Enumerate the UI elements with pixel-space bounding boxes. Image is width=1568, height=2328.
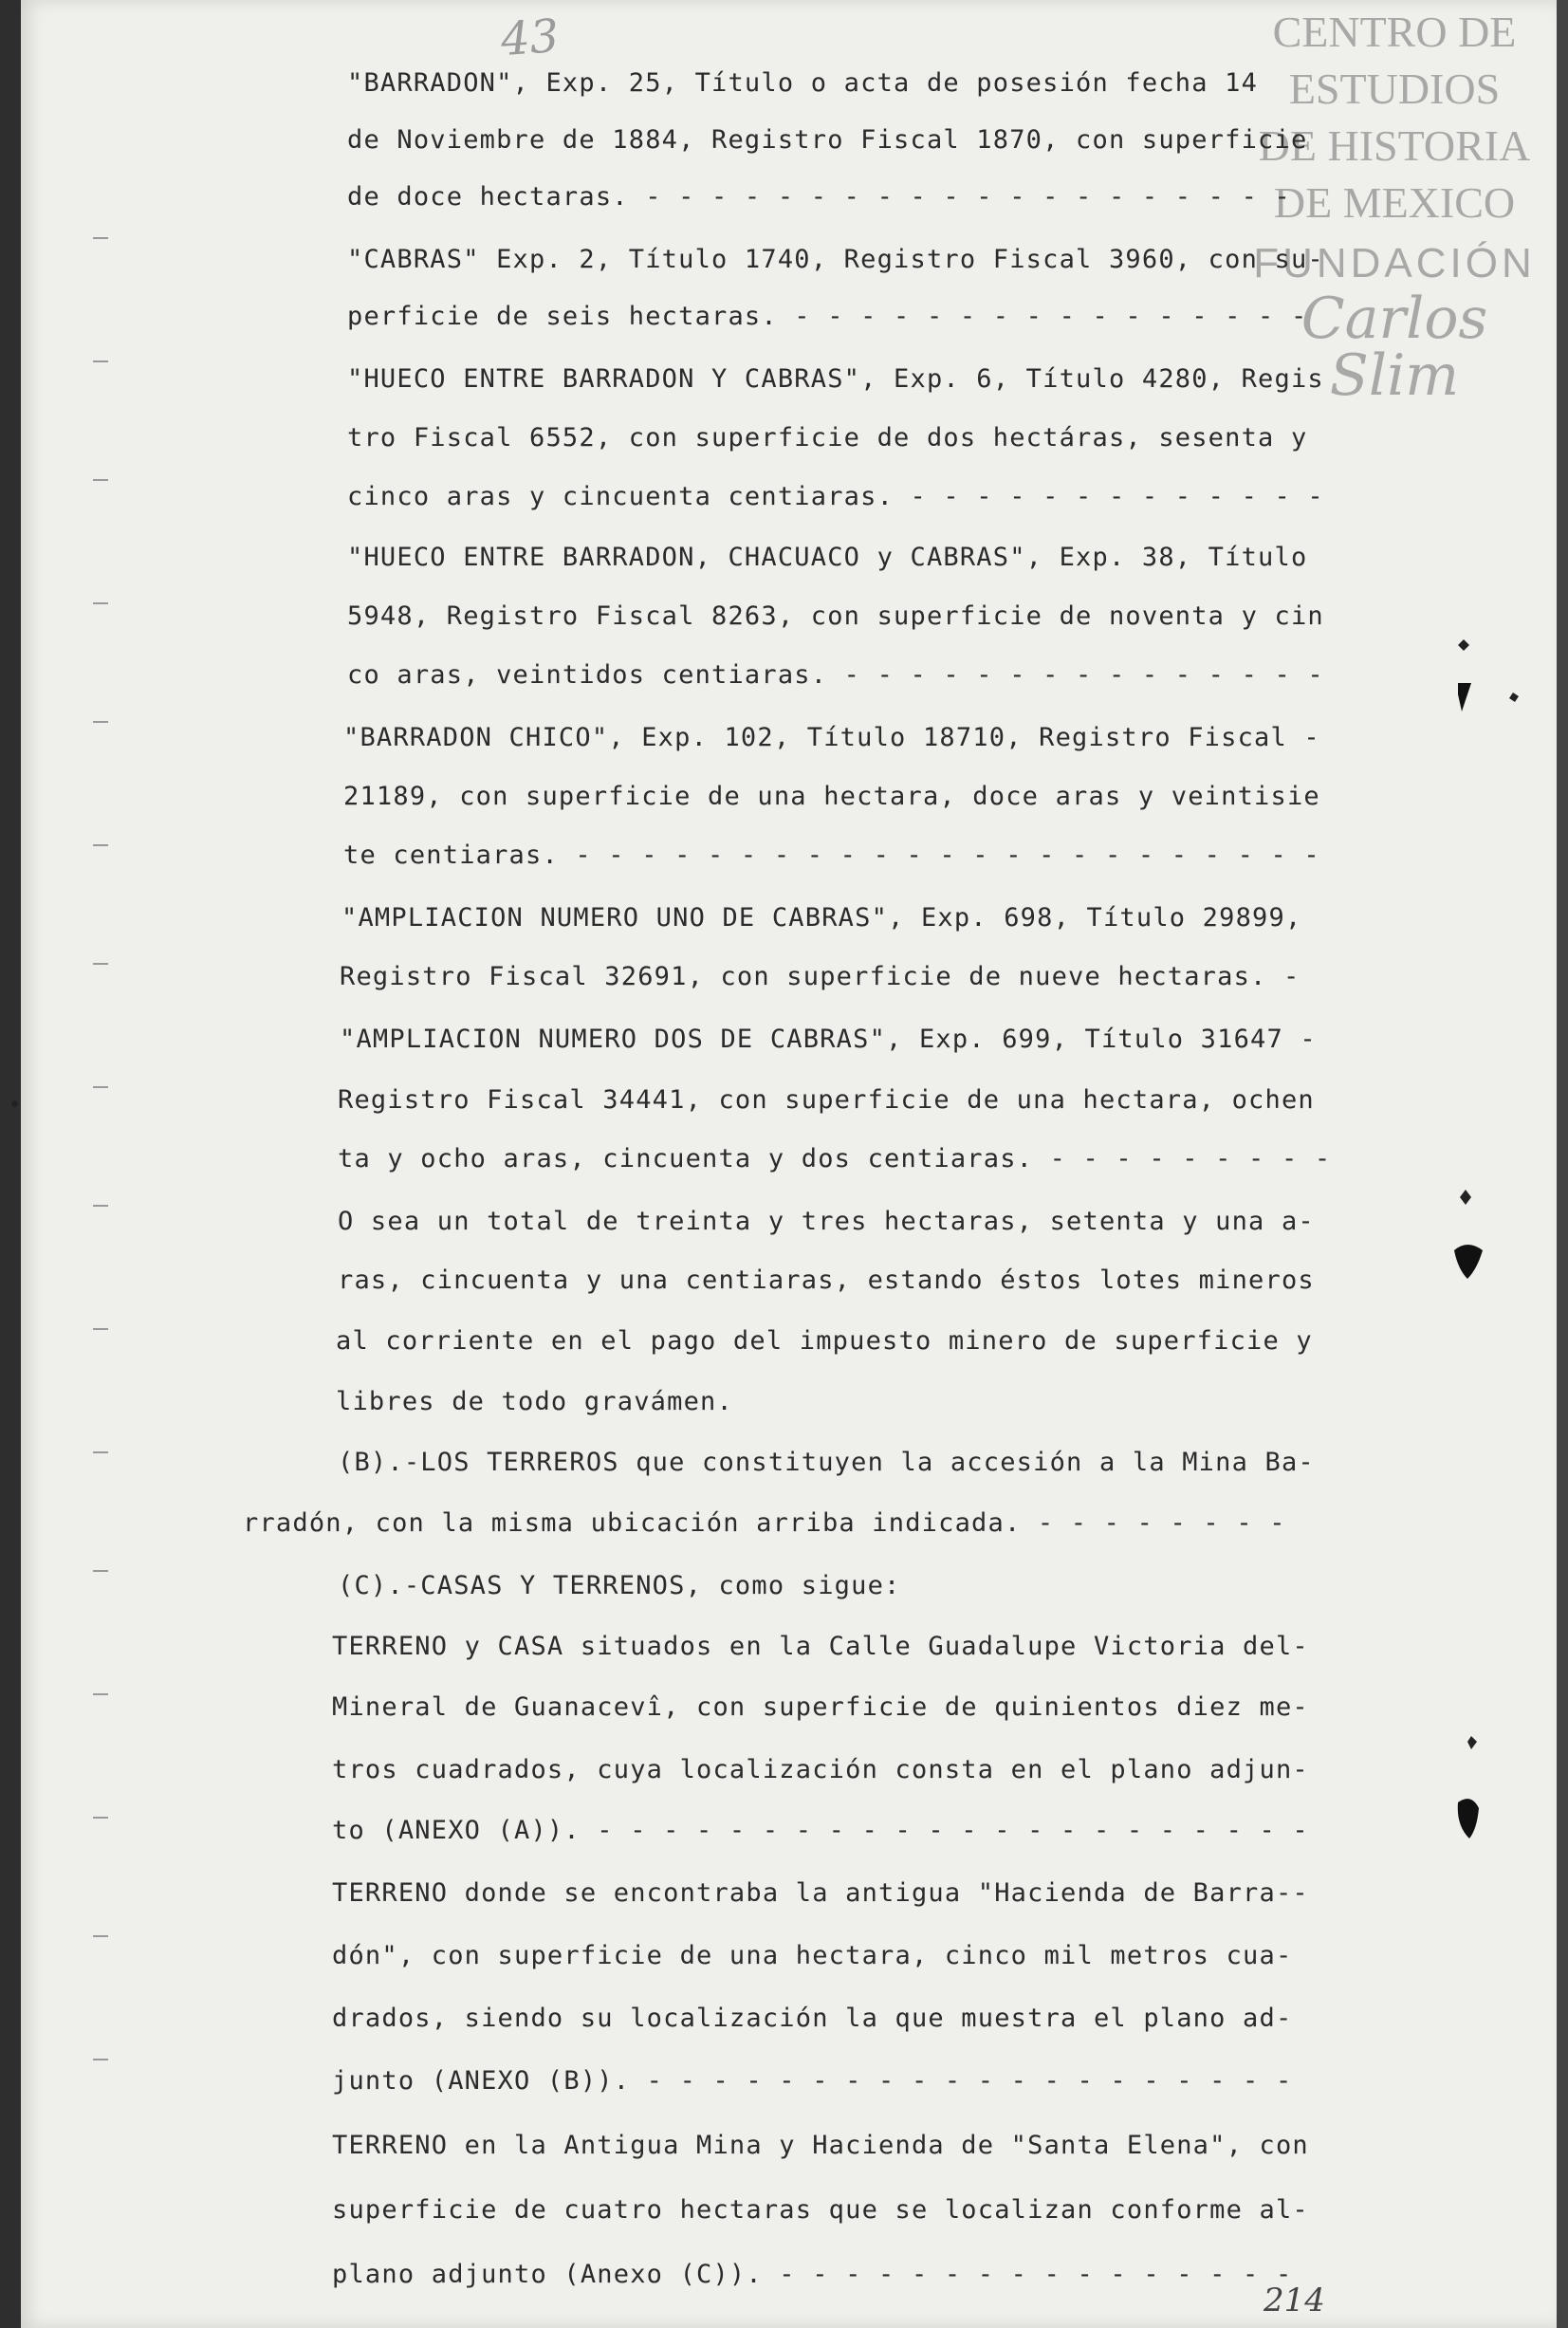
- text-line: tro Fiscal 6552, con superficie de dos hectáras, sesenta y: [347, 423, 1308, 453]
- text-line: ta y ocho aras, cincuenta y dos centiaras. - - - - - - - - -: [338, 1144, 1332, 1173]
- bleed-through-text: [106, 95, 353, 2087]
- text-line: de Noviembre de 1884, Registro Fiscal 1870, con superficie: [347, 125, 1308, 155]
- text-line: O sea un total de treinta y tres hectaras, setenta y una a-: [338, 1207, 1315, 1236]
- handwritten-folio-number: 43: [499, 9, 561, 67]
- margin-dash: [93, 721, 108, 723]
- watermark-signature: Carlos Slim: [1301, 286, 1488, 409]
- text-line: "HUECO ENTRE BARRADON, CHACUACO y CABRAS", Exp. 38, Título: [347, 543, 1308, 572]
- margin-dash: [93, 2059, 108, 2060]
- text-line: "HUECO ENTRE BARRADON Y CABRAS", Exp. 6, Título 4280, Regis: [347, 364, 1324, 394]
- text-line: rradón, con la misma ubicación arriba indicada. - - - - - - - -: [243, 1508, 1286, 1538]
- text-line: dón", con superficie de una hectara, cinco mil metros cua-: [332, 1941, 1293, 1970]
- text-line: "BARRADON", Exp. 25, Título o acta de posesión fecha 14: [347, 68, 1259, 98]
- text-line: de doce hectaras. - - - - - - - - - - - - - - - - - - - -: [347, 182, 1291, 212]
- text-line: Registro Fiscal 34441, con superficie de una hectara, ochen: [338, 1085, 1315, 1115]
- text-line: "CABRAS" Exp. 2, Título 1740, Registro Fiscal 3960, con su-: [347, 245, 1324, 274]
- margin-dash: [93, 1935, 108, 1937]
- text-line: "AMPLIACION NUMERO DOS DE CABRAS", Exp. 699, Título 31647 -: [340, 1025, 1317, 1054]
- watermark-fundacion: FUNDACIÓN: [1253, 240, 1536, 286]
- text-line: "AMPLIACION NUMERO UNO DE CABRAS", Exp. 698, Título 29899,: [341, 903, 1302, 933]
- margin-dash: [93, 1086, 108, 1088]
- text-line: ras, cincuenta y una centiaras, estando éstos lotes mineros: [338, 1266, 1315, 1295]
- margin-dash: [93, 602, 108, 604]
- margin-dash: [93, 1817, 108, 1819]
- margin-dash: [93, 237, 108, 239]
- text-line: TERRENO donde se encontraba la antigua "Hacienda de Barra--: [332, 1878, 1309, 1908]
- text-line: TERRENO en la Antigua Mina y Hacienda de "Santa Elena", con: [332, 2131, 1309, 2160]
- text-line: superficie de cuatro hectaras que se localizan conforme al-: [332, 2195, 1309, 2225]
- scan-left-edge: [0, 0, 21, 2328]
- margin-dash: [93, 1328, 108, 1330]
- text-line: cinco aras y cincuenta centiaras. - - - - - - - - - - - - -: [347, 482, 1324, 511]
- text-line: libres de todo gravámen.: [336, 1387, 733, 1416]
- text-line: co aras, veintidos centiaras. - - - - - - - - - - - - - - -: [347, 660, 1324, 690]
- text-line: al corriente en el pago del impuesto minero de superficie y: [336, 1326, 1313, 1356]
- watermark-line: DE HISTORIA: [1258, 121, 1531, 170]
- scan-right-edge: [1557, 0, 1568, 2328]
- watermark-line: CENTRO DE: [1272, 8, 1517, 56]
- text-line: Registro Fiscal 32691, con superficie de nueve hectaras. -: [340, 962, 1301, 991]
- margin-dash: [93, 963, 108, 965]
- handwritten-page-number: 214: [1264, 2282, 1325, 2319]
- margin-dash: [93, 1451, 108, 1453]
- margin-dash: [93, 1693, 108, 1695]
- text-line: drados, siendo su localización la que muestra el plano ad-: [332, 2004, 1293, 2033]
- text-line: (B).-LOS TERREROS que constituyen la accesión a la Mina Ba-: [338, 1448, 1315, 1477]
- text-line: junto (ANEXO (B)). - - - - - - - - - - - - - - - - - - - -: [332, 2066, 1293, 2096]
- margin-dash: [93, 1570, 108, 1572]
- text-line: te centiaras. - - - - - - - - - - - - - - - - - - - - - - -: [343, 841, 1320, 870]
- text-line: 5948, Registro Fiscal 8263, con superficie de noventa y cin: [347, 601, 1324, 631]
- margin-dash: [93, 479, 108, 481]
- text-line: "BARRADON CHICO", Exp. 102, Título 18710, Registro Fiscal -: [343, 723, 1320, 752]
- punch-mark: [11, 1100, 18, 1107]
- text-line: perficie de seis hectaras. - - - - - - - - - - - - - - - -: [347, 302, 1308, 331]
- ink-blots: [1437, 617, 1551, 1850]
- text-line: 21189, con superficie de una hectara, doce aras y veintisie: [343, 782, 1320, 811]
- text-line: tros cuadrados, cuya localización consta en el plano adjun-: [332, 1755, 1309, 1784]
- margin-dash: [93, 1205, 108, 1207]
- watermark-line: ESTUDIOS: [1288, 65, 1501, 113]
- text-line: Mineral de Guanacevî, con superficie de quinientos diez me-: [332, 1692, 1309, 1722]
- text-line: TERRENO y CASA situados en la Calle Guadalupe Victoria del-: [332, 1632, 1309, 1661]
- margin-dash: [93, 844, 108, 846]
- text-line: to (ANEXO (A)). - - - - - - - - - - - - - - - - - - - - - -: [332, 1816, 1309, 1845]
- watermark-line: DE MEXICO: [1273, 178, 1516, 227]
- margin-dash: [93, 360, 108, 362]
- text-line: (C).-CASAS Y TERRENOS, como sigue:: [338, 1571, 901, 1600]
- text-line: plano adjunto (Anexo (C)). - - - - - - - - - - - - - - - -: [332, 2260, 1293, 2289]
